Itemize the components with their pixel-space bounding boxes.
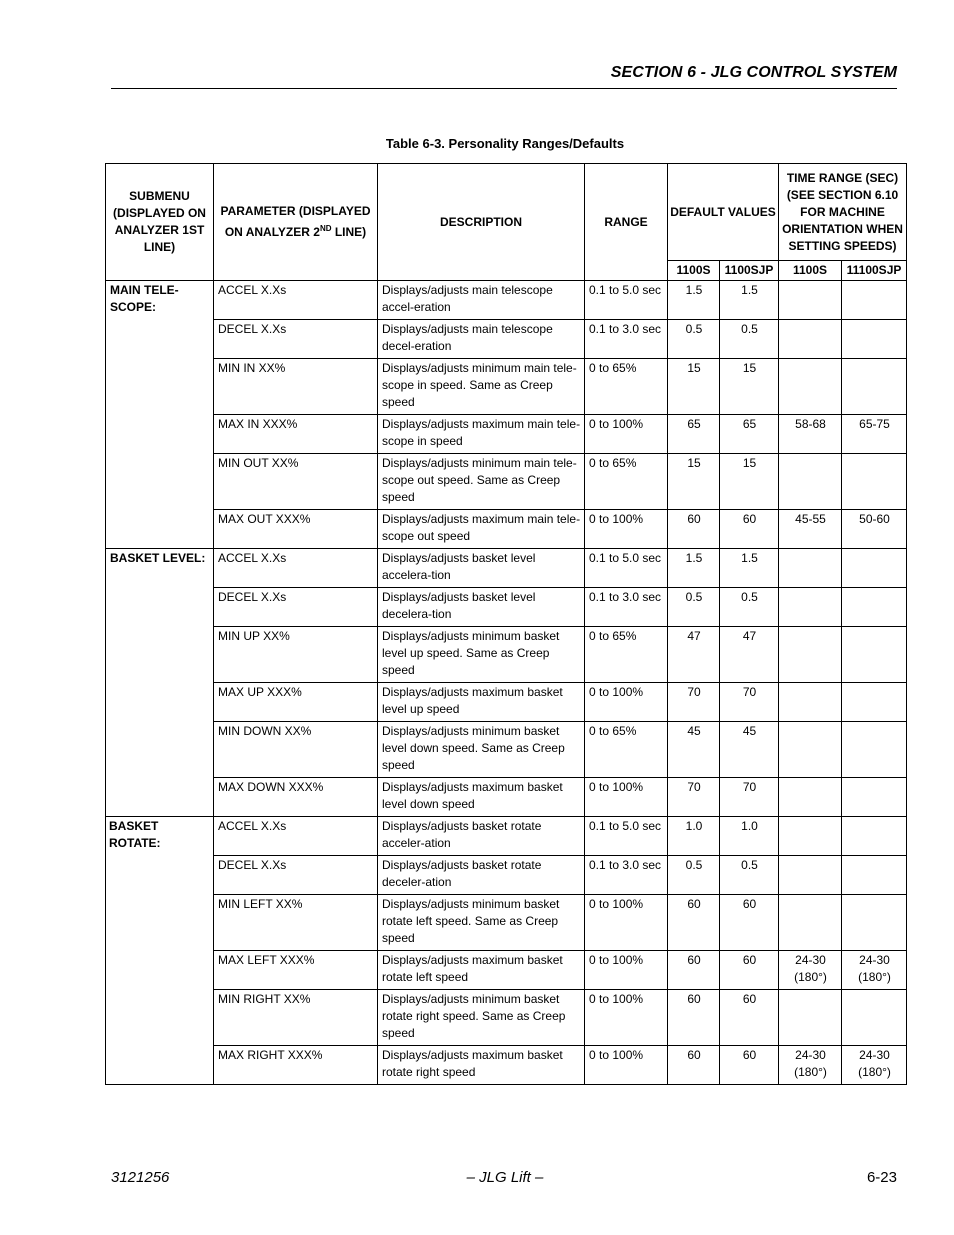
param-cell: MIN IN XX%	[214, 359, 378, 415]
time-11100sjp-cell	[842, 683, 907, 722]
default-1100s-cell: 60	[668, 951, 720, 990]
range-cell: 0.1 to 3.0 sec	[585, 588, 668, 627]
range-cell: 0.1 to 3.0 sec	[585, 320, 668, 359]
time-1100s-cell	[779, 990, 842, 1046]
desc-cell: Displays/adjusts minimum main tele-scope in speed. Same as Creep speed	[378, 359, 585, 415]
description-header: DESCRIPTION	[378, 164, 585, 281]
time-1100s-cell: 24-30 (180°)	[779, 951, 842, 990]
param-cell: MAX RIGHT XXX%	[214, 1046, 378, 1085]
time-11100sjp-cell	[842, 627, 907, 683]
table-row	[106, 778, 907, 817]
desc-cell: Displays/adjusts minimum basket rotate left speed. Same as Creep speed	[378, 895, 585, 951]
default-1100s-cell: 15	[668, 359, 720, 415]
submenu-basket-level: BASKET LEVEL:	[106, 549, 214, 817]
table-row	[106, 722, 907, 778]
time-11100sjp-cell: 50-60	[842, 510, 907, 549]
time-1100s-cell	[779, 817, 842, 856]
range-cell: 0.1 to 3.0 sec	[585, 856, 668, 895]
param-cell: MIN OUT XX%	[214, 454, 378, 510]
default-1100sjp-cell: 1.5	[720, 281, 779, 320]
time-1100s-cell	[779, 683, 842, 722]
desc-cell: Displays/adjusts maximum basket rotate right speed	[378, 1046, 585, 1085]
param-cell: MAX IN XXX%	[214, 415, 378, 454]
param-cell: MIN RIGHT XX%	[214, 990, 378, 1046]
range-cell: 0.1 to 5.0 sec	[585, 549, 668, 588]
default-1100sjp-cell: 60	[720, 990, 779, 1046]
time-11100sjp-cell: 24-30 (180°)	[842, 1046, 907, 1085]
table-row	[106, 990, 907, 1046]
param-cell: DECEL X.Xs	[214, 588, 378, 627]
parameter-header-suffix: LINE)	[331, 225, 367, 239]
table-row	[106, 415, 907, 454]
default-1100sjp-cell: 70	[720, 683, 779, 722]
desc-cell: Displays/adjusts basket level decelera-tion	[378, 588, 585, 627]
desc-cell: Displays/adjusts maximum basket rotate left speed	[378, 951, 585, 990]
range-header: RANGE	[585, 164, 668, 281]
param-cell: ACCEL X.Xs	[214, 281, 378, 320]
default-1100s-cell: 60	[668, 1046, 720, 1085]
desc-cell: Displays/adjusts minimum basket rotate right speed. Same as Creep speed	[378, 990, 585, 1046]
default-1100s-cell: 0.5	[668, 588, 720, 627]
table-caption: Table 6-3. Personality Ranges/Defaults	[385, 136, 625, 151]
default-1100s-cell: 60	[668, 990, 720, 1046]
default-1100sjp-cell: 60	[720, 895, 779, 951]
table-row	[106, 549, 907, 588]
table-row	[106, 856, 907, 895]
desc-cell: Displays/adjusts maximum main tele-scope in speed	[378, 415, 585, 454]
default-1100sjp-cell: 70	[720, 778, 779, 817]
desc-cell: Displays/adjusts main telescope decel-eration	[378, 320, 585, 359]
range-cell: 0 to 65%	[585, 454, 668, 510]
default-1100sjp-cell: 1.0	[720, 817, 779, 856]
time-1100s-cell	[779, 778, 842, 817]
table-row	[106, 683, 907, 722]
desc-cell: Displays/adjusts maximum main tele-scope out speed	[378, 510, 585, 549]
time-11100sjp-cell	[842, 320, 907, 359]
default-1100sjp-cell: 60	[720, 951, 779, 990]
table-row	[106, 359, 907, 415]
time-1100s-cell	[779, 359, 842, 415]
time-1100s-cell: 45-55	[779, 510, 842, 549]
table-row	[106, 895, 907, 951]
desc-cell: Displays/adjusts maximum basket level down speed	[378, 778, 585, 817]
range-cell: 0 to 100%	[585, 778, 668, 817]
time-11100sjp-cell	[842, 454, 907, 510]
time-11100sjp-cell	[842, 778, 907, 817]
range-cell: 0 to 100%	[585, 415, 668, 454]
default-1100s-cell: 15	[668, 454, 720, 510]
param-cell: ACCEL X.Xs	[214, 549, 378, 588]
table-row	[106, 588, 907, 627]
range-cell: 0 to 100%	[585, 951, 668, 990]
desc-cell: Displays/adjusts basket rotate deceler-ation	[378, 856, 585, 895]
range-cell: 0 to 65%	[585, 722, 668, 778]
desc-cell: Displays/adjusts minimum basket level up speed. Same as Creep speed	[378, 627, 585, 683]
time-1100s-cell	[779, 454, 842, 510]
range-cell: 0 to 100%	[585, 1046, 668, 1085]
param-cell: DECEL X.Xs	[214, 320, 378, 359]
submenu-basket-rotate: BASKET ROTATE:	[106, 817, 214, 1085]
range-cell: 0.1 to 5.0 sec	[585, 817, 668, 856]
default-1100s-cell: 0.5	[668, 320, 720, 359]
header-rule	[111, 88, 897, 89]
time-11100sjp-cell	[842, 281, 907, 320]
default-1100sjp-cell: 45	[720, 722, 779, 778]
default-1100sjp-cell: 0.5	[720, 588, 779, 627]
default-1100s-cell: 60	[668, 895, 720, 951]
time-1100s-cell	[779, 856, 842, 895]
param-cell: MAX LEFT XXX%	[214, 951, 378, 990]
desc-cell: Displays/adjusts minimum basket level down speed. Same as Creep speed	[378, 722, 585, 778]
time-11100sjp-cell	[842, 990, 907, 1046]
range-cell: 0 to 65%	[585, 627, 668, 683]
time-11100sjp-cell	[842, 817, 907, 856]
default-values-header: DEFAULT VALUES	[668, 164, 779, 261]
submenu-header: SUBMENU (DISPLAYED ON ANALYZER 1ST LINE)	[106, 164, 214, 281]
time-11100sjp-cell	[842, 549, 907, 588]
table-row	[106, 817, 907, 856]
default-1100sjp-cell: 15	[720, 359, 779, 415]
default-1100sjp-cell: 0.5	[720, 856, 779, 895]
range-cell: 0 to 100%	[585, 510, 668, 549]
subcol-time-11100sjp: 11100SJP	[842, 261, 907, 281]
param-cell: MAX DOWN XXX%	[214, 778, 378, 817]
table-row	[106, 627, 907, 683]
time-1100s-cell: 58-68	[779, 415, 842, 454]
default-1100sjp-cell: 15	[720, 454, 779, 510]
time-1100s-cell	[779, 722, 842, 778]
default-1100s-cell: 70	[668, 683, 720, 722]
default-1100sjp-cell: 60	[720, 1046, 779, 1085]
time-1100s-cell	[779, 320, 842, 359]
desc-cell: Displays/adjusts basket level accelera-tion	[378, 549, 585, 588]
table-row	[106, 454, 907, 510]
range-cell: 0.1 to 5.0 sec	[585, 281, 668, 320]
default-1100s-cell: 60	[668, 510, 720, 549]
submenu-main-telescope: MAIN TELE-SCOPE:	[106, 281, 214, 549]
table-row	[106, 281, 907, 320]
default-1100sjp-cell: 47	[720, 627, 779, 683]
footer-page-number: 6-23	[866, 1169, 897, 1186]
desc-cell: Displays/adjusts minimum main tele-scope out speed. Same as Creep speed	[378, 454, 585, 510]
table-row	[106, 320, 907, 359]
subcol-default-1100s: 1100S	[668, 261, 720, 281]
range-cell: 0 to 100%	[585, 990, 668, 1046]
parameter-header	[214, 164, 378, 281]
default-1100s-cell: 47	[668, 627, 720, 683]
range-cell: 0 to 100%	[585, 895, 668, 951]
section-title: SECTION 6 - JLG CONTROL SYSTEM	[610, 64, 897, 81]
param-cell: MIN LEFT XX%	[214, 895, 378, 951]
table-row	[106, 951, 907, 990]
default-1100sjp-cell: 0.5	[720, 320, 779, 359]
personality-table	[105, 163, 907, 1085]
parameter-header-sup: ND	[319, 224, 332, 233]
time-11100sjp-cell	[842, 359, 907, 415]
default-1100sjp-cell: 1.5	[720, 549, 779, 588]
range-cell: 0 to 100%	[585, 683, 668, 722]
time-1100s-cell	[779, 588, 842, 627]
default-1100sjp-cell: 65	[720, 415, 779, 454]
footer-center: – JLG Lift –	[466, 1169, 544, 1186]
time-11100sjp-cell	[842, 895, 907, 951]
default-1100s-cell: 65	[668, 415, 720, 454]
subcol-time-1100s: 1100S	[779, 261, 842, 281]
param-cell: DECEL X.Xs	[214, 856, 378, 895]
subcol-default-1100sjp: 1100SJP	[720, 261, 779, 281]
desc-cell: Displays/adjusts basket rotate acceler-ation	[378, 817, 585, 856]
default-1100sjp-cell: 60	[720, 510, 779, 549]
default-1100s-cell: 45	[668, 722, 720, 778]
time-11100sjp-cell: 65-75	[842, 415, 907, 454]
time-1100s-cell	[779, 627, 842, 683]
table-row	[106, 1046, 907, 1085]
footer-doc-number: 3121256	[111, 1169, 170, 1186]
default-1100s-cell: 70	[668, 778, 720, 817]
range-cell: 0 to 65%	[585, 359, 668, 415]
time-1100s-cell	[779, 549, 842, 588]
time-1100s-cell	[779, 281, 842, 320]
param-cell: ACCEL X.Xs	[214, 817, 378, 856]
default-1100s-cell: 1.5	[668, 281, 720, 320]
time-range-header: TIME RANGE (SEC) (SEE SECTION 6.10 FOR MACHINE ORIENTATION WHEN SETTING SPEEDS)	[779, 164, 907, 261]
param-cell: MIN UP XX%	[214, 627, 378, 683]
param-cell: MIN DOWN XX%	[214, 722, 378, 778]
default-1100s-cell: 1.0	[668, 817, 720, 856]
time-11100sjp-cell	[842, 856, 907, 895]
param-cell: MAX OUT XXX%	[214, 510, 378, 549]
default-1100s-cell: 1.5	[668, 549, 720, 588]
desc-cell: Displays/adjusts main telescope accel-eration	[378, 281, 585, 320]
time-11100sjp-cell	[842, 722, 907, 778]
desc-cell: Displays/adjusts maximum basket level up speed	[378, 683, 585, 722]
param-cell: MAX UP XXX%	[214, 683, 378, 722]
time-11100sjp-cell: 24-30 (180°)	[842, 951, 907, 990]
time-1100s-cell: 24-30 (180°)	[779, 1046, 842, 1085]
parameter-header-text: PARAMETER (DISPLAYED ON ANALYZER 2	[220, 204, 371, 239]
default-1100s-cell: 0.5	[668, 856, 720, 895]
table-row	[106, 510, 907, 549]
time-1100s-cell	[779, 895, 842, 951]
time-11100sjp-cell	[842, 588, 907, 627]
